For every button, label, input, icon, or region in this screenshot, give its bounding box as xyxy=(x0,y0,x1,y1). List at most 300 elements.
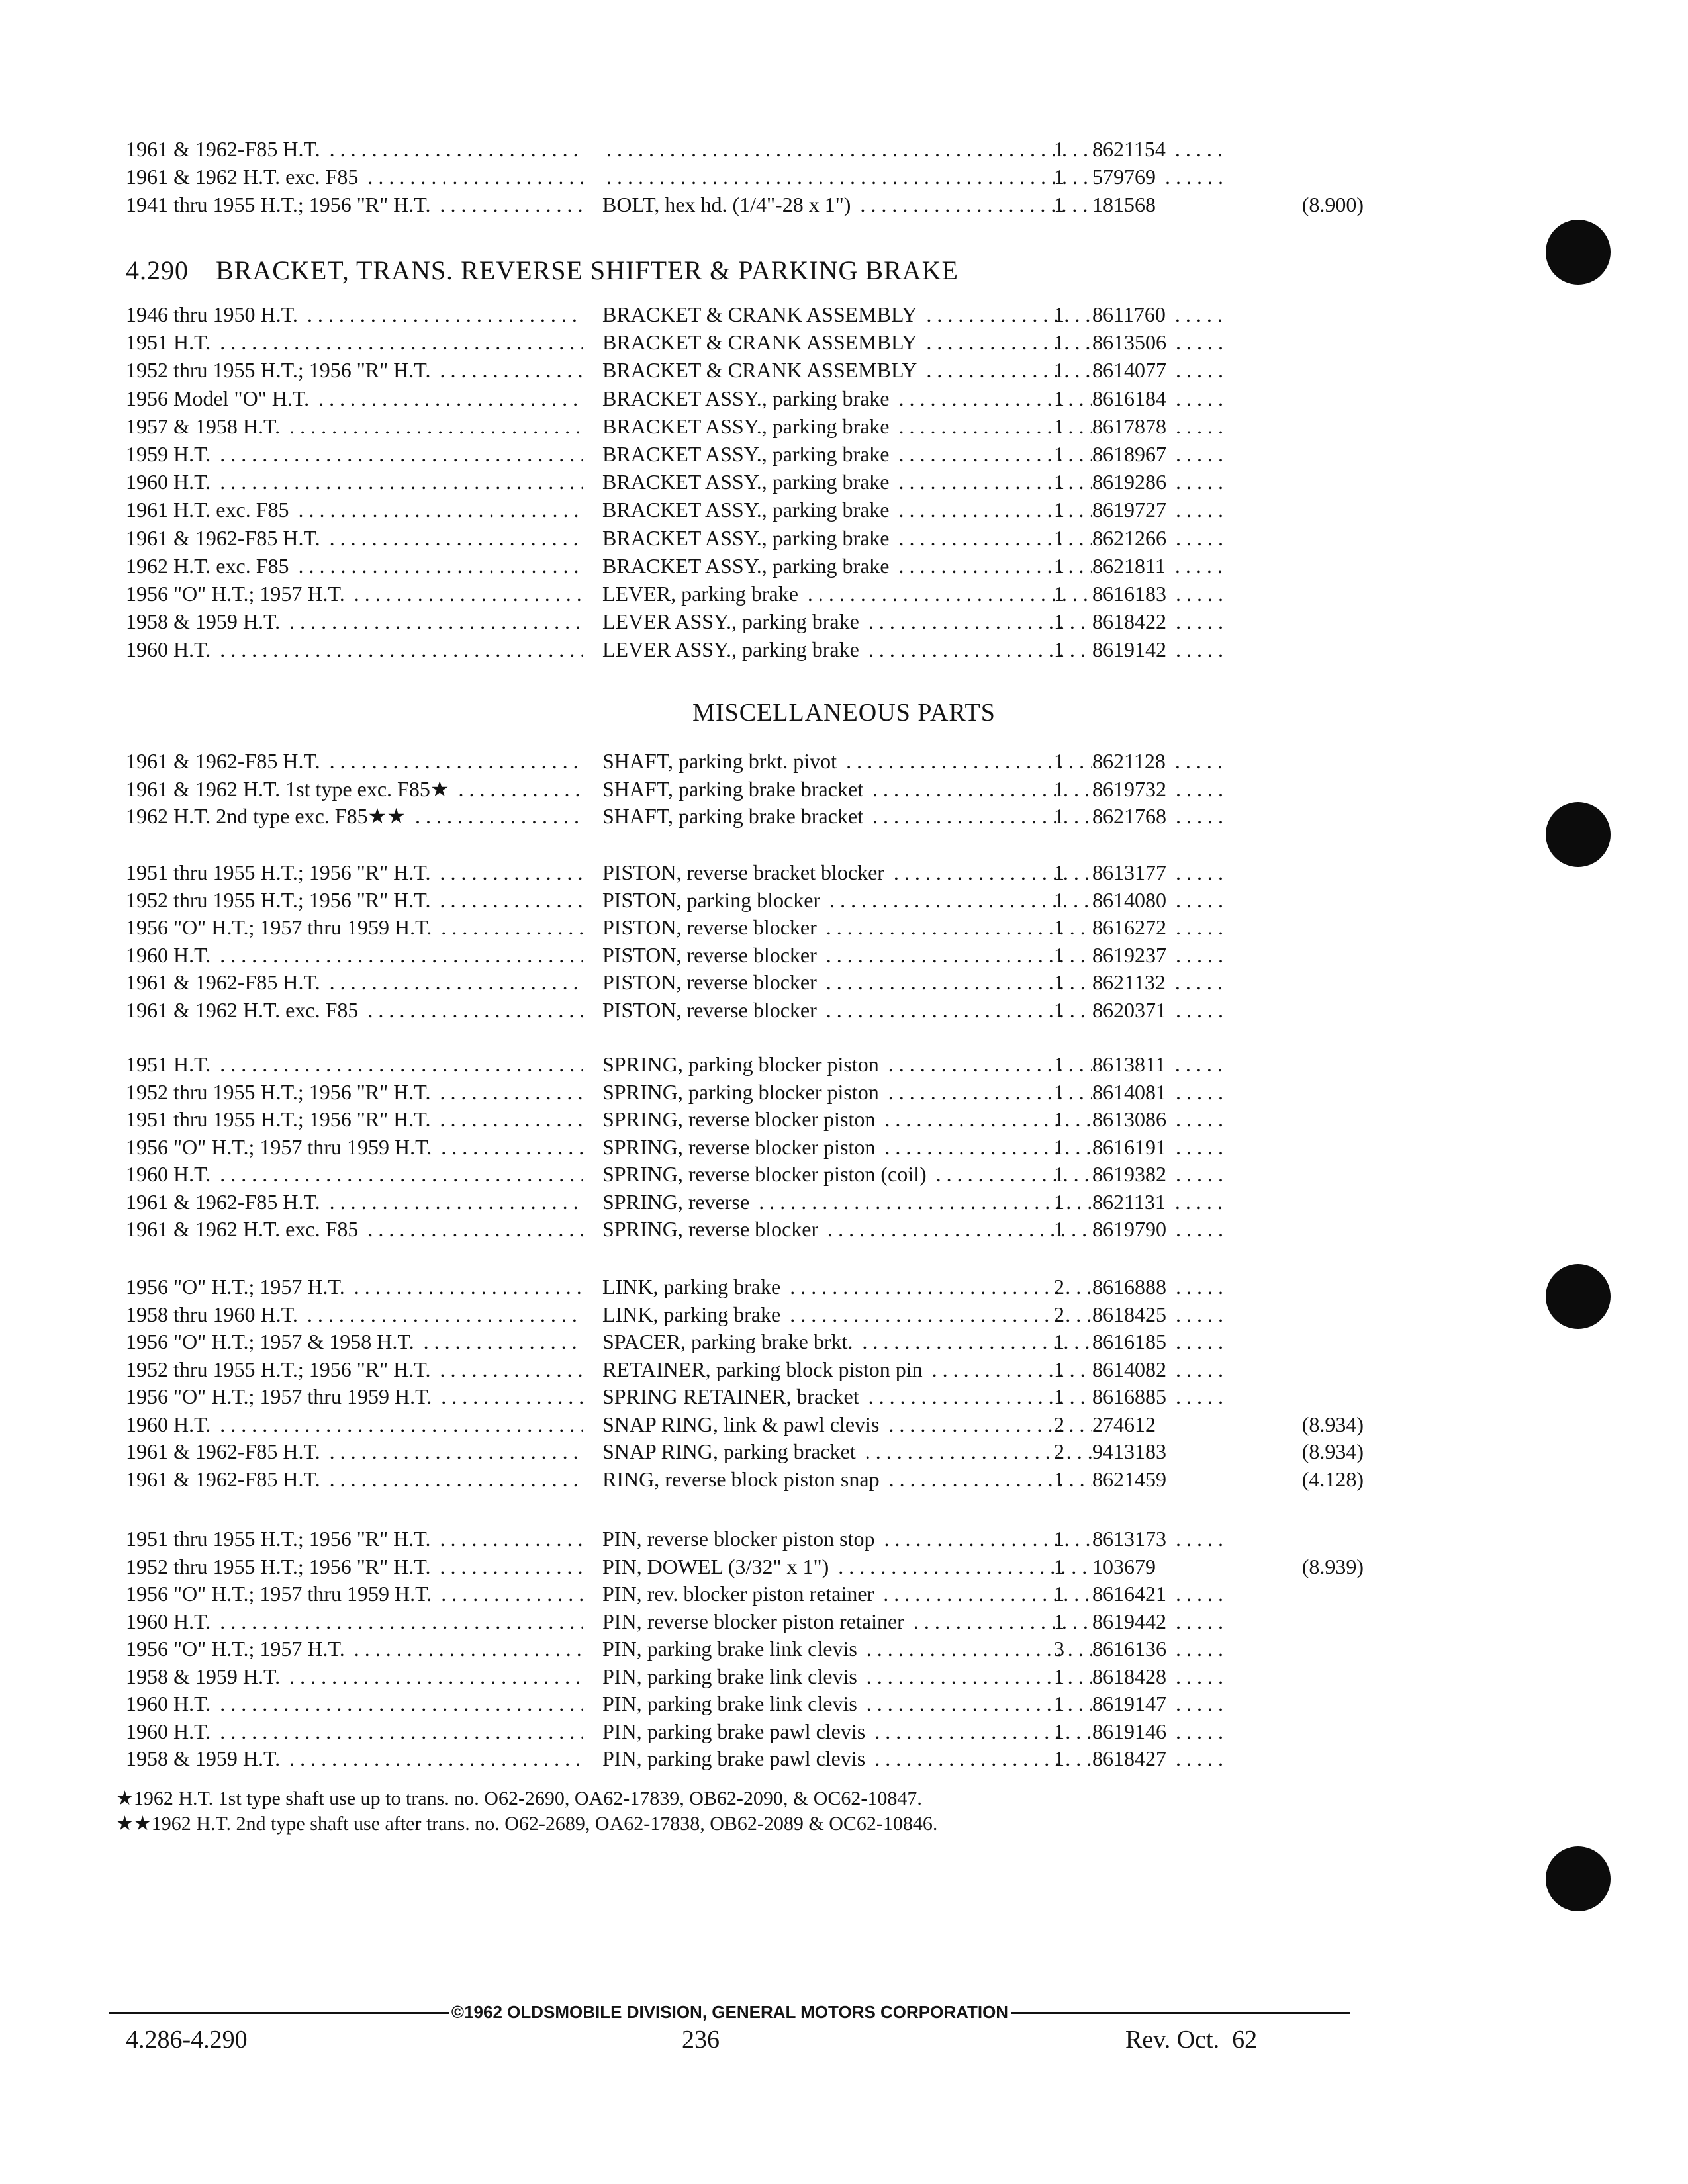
part-row xyxy=(126,1745,1357,1772)
quantity-cell-text: 1 xyxy=(1054,998,1064,1022)
part-number-cell xyxy=(1092,580,1225,607)
description-cell-text: PIN, reverse blocker piston stop xyxy=(602,1527,878,1551)
application-cell xyxy=(126,942,583,968)
part-number-cell xyxy=(1092,1356,1225,1383)
quantity-cell-text: 1 xyxy=(1054,1719,1064,1743)
part-number-cell xyxy=(1092,1189,1225,1215)
section-heading xyxy=(126,255,959,286)
quantity-cell-text: 1 xyxy=(1054,1664,1064,1688)
part-row xyxy=(126,525,1357,551)
quantity-cell-text: 1 xyxy=(1054,637,1064,661)
reference-cell-text: (8.939) xyxy=(1301,1555,1364,1578)
part-number-cell xyxy=(1092,357,1225,383)
part-number-cell-text: 8616421 xyxy=(1092,1582,1170,1606)
quantity-cell-text: 1 xyxy=(1054,1582,1064,1606)
part-row xyxy=(126,969,1357,995)
quantity-cell xyxy=(1039,191,1079,218)
quantity-cell-text: 1 xyxy=(1054,915,1064,939)
part-row xyxy=(126,385,1357,412)
part-number-cell-text: 8619286 xyxy=(1092,470,1170,494)
quantity-cell xyxy=(1039,608,1079,635)
description-cell-text: BRACKET ASSY., parking brake xyxy=(602,442,894,466)
application-cell-text: 1951 thru 1955 H.T.; 1956 "R" H.T. xyxy=(126,1527,434,1551)
description-cell-text: LEVER ASSY., parking brake xyxy=(602,610,863,633)
application-cell xyxy=(126,191,583,218)
quantity-cell xyxy=(1039,969,1079,995)
part-number-cell-text: 8618428 xyxy=(1092,1664,1170,1688)
part-number-cell-text: 8621768 xyxy=(1092,804,1170,828)
part-number-cell-text: 8613173 xyxy=(1092,1527,1170,1551)
quantity-cell-text: 1 xyxy=(1054,1692,1064,1715)
part-number-cell xyxy=(1092,441,1225,467)
part-number-cell xyxy=(1092,1690,1225,1717)
quantity-cell-text: 1 xyxy=(1054,442,1064,466)
application-cell-text: 1962 H.T. exc. F85 xyxy=(126,554,293,578)
application-cell-text: 1960 H.T. xyxy=(126,943,214,967)
application-cell-text: 1952 thru 1955 H.T.; 1956 "R" H.T. xyxy=(126,1080,434,1104)
quantity-cell-text: 2 xyxy=(1054,1439,1064,1463)
part-number-cell-text: 8616191 xyxy=(1092,1135,1170,1159)
part-row xyxy=(126,496,1357,523)
application-cell xyxy=(126,1383,583,1410)
quantity-cell xyxy=(1039,1106,1079,1132)
application-cell-text: 1960 H.T. xyxy=(126,1412,214,1436)
application-cell xyxy=(126,1216,583,1242)
part-number-cell xyxy=(1092,553,1225,579)
application-cell xyxy=(126,803,583,829)
part-row xyxy=(126,301,1357,328)
section-title: BRACKET, TRANS. REVERSE SHIFTER & PARKING BRAKE xyxy=(216,255,959,285)
part-row xyxy=(126,1663,1357,1690)
application-cell-text: 1956 "O" H.T.; 1957 & 1958 H.T. xyxy=(126,1330,418,1353)
application-cell-text: 1960 H.T. xyxy=(126,470,214,494)
quantity-cell xyxy=(1039,1438,1079,1465)
part-number-cell xyxy=(1092,1438,1225,1465)
part-row xyxy=(126,776,1357,802)
part-number-cell-text: 8613086 xyxy=(1092,1107,1170,1131)
quantity-cell xyxy=(1039,301,1079,328)
part-number-cell xyxy=(1092,748,1225,774)
part-number-cell xyxy=(1092,776,1225,802)
quantity-cell-text: 1 xyxy=(1054,610,1064,633)
part-number-cell-text: 8619142 xyxy=(1092,637,1170,661)
application-cell xyxy=(126,1106,583,1132)
part-row xyxy=(126,1134,1357,1160)
application-cell-text: 1956 Model "O" H.T. xyxy=(126,387,313,410)
quantity-cell xyxy=(1039,385,1079,412)
application-cell xyxy=(126,636,583,662)
quantity-cell xyxy=(1039,1161,1079,1187)
part-number-cell-text: 8616272 xyxy=(1092,915,1170,939)
part-row xyxy=(126,191,1364,218)
description-cell-text: SPRING, reverse blocker piston xyxy=(602,1107,879,1131)
part-number-cell-text: 8618967 xyxy=(1092,442,1170,466)
application-cell xyxy=(126,1134,583,1160)
part-number-cell xyxy=(1092,1216,1225,1242)
quantity-cell xyxy=(1039,914,1079,940)
quantity-cell xyxy=(1039,1273,1079,1300)
application-cell-text: 1952 thru 1955 H.T.; 1956 "R" H.T. xyxy=(126,358,434,382)
application-cell-text: 1956 "O" H.T.; 1957 thru 1959 H.T. xyxy=(126,915,436,939)
quantity-cell-text: 2 xyxy=(1054,1302,1064,1326)
description-cell-text: PIN, reverse blocker piston retainer xyxy=(602,1610,908,1633)
quantity-cell xyxy=(1039,1745,1079,1772)
part-number-cell-text: 181568 xyxy=(1092,193,1160,216)
quantity-cell xyxy=(1039,1079,1079,1105)
quantity-cell-text: 1 xyxy=(1054,1357,1064,1381)
part-row xyxy=(126,1216,1357,1242)
description-cell-text: PIN, parking brake link clevis xyxy=(602,1664,861,1688)
part-number-cell xyxy=(1092,1635,1225,1662)
application-cell xyxy=(126,441,583,467)
description-cell-text: BRACKET & CRANK ASSEMBLY xyxy=(602,330,921,354)
part-number-cell-text: 8619382 xyxy=(1092,1162,1170,1186)
part-number-cell xyxy=(1092,1273,1225,1300)
description-cell-text: PISTON, reverse bracket blocker xyxy=(602,860,888,884)
quantity-cell-text: 1 xyxy=(1054,137,1064,161)
application-cell-text: 1951 H.T. xyxy=(126,1052,214,1076)
quantity-cell xyxy=(1039,496,1079,523)
quantity-cell-text: 1 xyxy=(1054,526,1064,550)
quantity-cell xyxy=(1039,1051,1079,1077)
quantity-cell xyxy=(1039,1553,1079,1580)
quantity-cell xyxy=(1039,859,1079,886)
punch-hole-3 xyxy=(1546,1264,1611,1329)
part-number-cell-text: 8620371 xyxy=(1092,998,1170,1022)
application-cell xyxy=(126,748,583,774)
part-number-cell xyxy=(1092,1663,1225,1690)
application-cell xyxy=(126,136,583,162)
application-cell-text: 1958 & 1959 H.T. xyxy=(126,1664,284,1688)
quantity-cell-text: 1 xyxy=(1054,387,1064,410)
quantity-cell xyxy=(1039,1328,1079,1355)
part-row xyxy=(126,1608,1357,1635)
part-number-cell-text: 8619790 xyxy=(1092,1217,1170,1241)
part-row xyxy=(126,1106,1357,1132)
application-cell-text: 1961 & 1962 H.T. 1st type exc. F85★ xyxy=(126,777,453,801)
page-number: 236 xyxy=(682,2026,720,2054)
quantity-cell xyxy=(1039,1383,1079,1410)
quantity-cell-text: 1 xyxy=(1054,302,1064,326)
description-cell-text: PIN, parking brake link clevis xyxy=(602,1692,861,1715)
application-cell-text: 1952 thru 1955 H.T.; 1956 "R" H.T. xyxy=(126,1555,434,1578)
application-cell xyxy=(126,580,583,607)
application-cell xyxy=(126,1273,583,1300)
quantity-cell-text: 2 xyxy=(1054,1275,1064,1298)
description-cell-text: RETAINER, parking block piston pin xyxy=(602,1357,927,1381)
quantity-cell-text: 1 xyxy=(1054,1330,1064,1353)
description-cell-text: RING, reverse block piston snap xyxy=(602,1467,884,1491)
part-row xyxy=(126,1438,1364,1465)
application-cell-text: 1956 "O" H.T.; 1957 H.T. xyxy=(126,1275,349,1298)
application-cell xyxy=(126,997,583,1023)
part-row xyxy=(126,1273,1357,1300)
quantity-cell-text: 1 xyxy=(1054,970,1064,994)
part-number-cell-text: 8618422 xyxy=(1092,610,1170,633)
quantity-cell-text: 1 xyxy=(1054,330,1064,354)
quantity-cell-text: 1 xyxy=(1054,888,1064,912)
application-cell xyxy=(126,1635,583,1662)
quantity-cell-text: 1 xyxy=(1054,554,1064,578)
part-number-cell-text: 8616184 xyxy=(1092,387,1170,410)
application-cell xyxy=(126,553,583,579)
part-number-cell xyxy=(1092,136,1225,162)
quantity-cell-text: 1 xyxy=(1054,1080,1064,1104)
application-cell-text: 1961 & 1962-F85 H.T. xyxy=(126,526,324,550)
part-number-cell xyxy=(1092,636,1225,662)
part-number-cell-text: 8618425 xyxy=(1092,1302,1170,1326)
description-cell-text: PISTON, reverse blocker xyxy=(602,998,821,1022)
quantity-cell xyxy=(1039,997,1079,1023)
reference-cell xyxy=(1238,1466,1364,1492)
footnote-2: ★★1962 H.T. 2nd type shaft use after trans. no. O62-2689, OA62-17838, OB62-2089 & OC62-10846. xyxy=(116,1813,938,1835)
part-number-cell xyxy=(1092,803,1225,829)
application-cell-text: 1961 & 1962-F85 H.T. xyxy=(126,1190,324,1214)
part-row xyxy=(126,997,1357,1023)
description-cell-text: BRACKET ASSY., parking brake xyxy=(602,414,894,438)
quantity-cell-text: 1 xyxy=(1054,1385,1064,1408)
description-cell-text: SPRING, parking blocker piston xyxy=(602,1052,883,1076)
application-cell-text: 1961 & 1962 H.T. exc. F85 xyxy=(126,165,362,189)
quantity-cell-text: 1 xyxy=(1054,1052,1064,1076)
application-cell-text: 1961 & 1962 H.T. exc. F85 xyxy=(126,1217,362,1241)
application-cell-text: 1961 & 1962 H.T. exc. F85 xyxy=(126,998,362,1022)
part-row xyxy=(126,1301,1357,1328)
part-number-cell xyxy=(1092,1411,1225,1437)
quantity-cell xyxy=(1039,1663,1079,1690)
application-cell-text: 1958 & 1959 H.T. xyxy=(126,1747,284,1770)
part-row xyxy=(126,914,1357,940)
part-number-cell xyxy=(1092,1106,1225,1132)
quantity-cell xyxy=(1039,776,1079,802)
part-number-cell xyxy=(1092,1383,1225,1410)
part-number-cell-text: 8614082 xyxy=(1092,1357,1170,1381)
part-row xyxy=(126,1635,1357,1662)
part-row xyxy=(126,553,1357,579)
application-cell xyxy=(126,776,583,802)
description-cell-text: SPACER, parking brake brkt. xyxy=(602,1330,857,1353)
part-number-cell xyxy=(1092,1328,1225,1355)
quantity-cell xyxy=(1039,441,1079,467)
application-cell xyxy=(126,301,583,328)
quantity-cell-text: 1 xyxy=(1054,1190,1064,1214)
footer-copyright-line xyxy=(109,2003,1350,2021)
description-cell-text: BRACKET ASSY., parking brake xyxy=(602,526,894,550)
part-row xyxy=(126,329,1357,355)
description-cell-text xyxy=(602,137,606,161)
application-cell-text: 1957 & 1958 H.T. xyxy=(126,414,284,438)
part-number-cell-text: 274612 xyxy=(1092,1412,1160,1436)
part-number-cell-text: 8617878 xyxy=(1092,414,1170,438)
part-number-cell xyxy=(1092,914,1225,940)
application-cell xyxy=(126,969,583,995)
quantity-cell xyxy=(1039,553,1079,579)
description-cell-text: SPRING, reverse xyxy=(602,1190,753,1214)
description-cell-text: BRACKET ASSY., parking brake xyxy=(602,554,894,578)
description-cell-text: BOLT, hex hd. (1/4"-28 x 1") xyxy=(602,193,855,216)
part-number-cell-text: 8621128 xyxy=(1092,749,1170,773)
part-row xyxy=(126,1161,1357,1187)
part-number-cell xyxy=(1092,1608,1225,1635)
application-cell-text: 1961 & 1962-F85 H.T. xyxy=(126,970,324,994)
description-cell-text: LEVER ASSY., parking brake xyxy=(602,637,863,661)
part-number-cell-text: 103679 xyxy=(1092,1555,1160,1578)
part-row xyxy=(126,859,1357,886)
reference-cell-text: (8.900) xyxy=(1301,193,1364,216)
part-number-cell-text: 8611760 xyxy=(1092,302,1170,326)
part-number-cell-text: 579769 xyxy=(1092,165,1160,189)
description-cell-text: PIN, parking brake link clevis xyxy=(602,1637,861,1661)
part-number-cell xyxy=(1092,942,1225,968)
part-row xyxy=(126,163,1357,190)
quantity-cell xyxy=(1039,1356,1079,1383)
quantity-cell xyxy=(1039,1718,1079,1745)
reference-cell xyxy=(1238,1411,1364,1437)
description-cell-text: PISTON, reverse blocker xyxy=(602,943,821,967)
reference-cell xyxy=(1238,191,1364,218)
description-cell-text: LEVER, parking brake xyxy=(602,582,802,606)
application-cell-text: 1956 "O" H.T.; 1957 H.T. xyxy=(126,1637,349,1661)
description-cell-text xyxy=(602,165,606,189)
quantity-cell-text: 1 xyxy=(1054,1747,1064,1770)
quantity-cell xyxy=(1039,413,1079,439)
application-cell-text: 1962 H.T. 2nd type exc. F85★★ xyxy=(126,804,410,828)
application-cell-text: 1960 H.T. xyxy=(126,1719,214,1743)
part-number-cell xyxy=(1092,969,1225,995)
application-cell xyxy=(126,859,583,886)
part-number-cell-text: 8616888 xyxy=(1092,1275,1170,1298)
description-cell-text: BRACKET ASSY., parking brake xyxy=(602,387,894,410)
part-number-cell-text: 8619237 xyxy=(1092,943,1170,967)
application-cell-text: 1961 & 1962-F85 H.T. xyxy=(126,137,324,161)
application-cell xyxy=(126,1525,583,1552)
application-cell xyxy=(126,1663,583,1690)
application-cell-text: 1961 H.T. exc. F85 xyxy=(126,498,293,522)
application-cell-text: 1951 H.T. xyxy=(126,330,214,354)
quantity-cell xyxy=(1039,136,1079,162)
description-cell-text: LINK, parking brake xyxy=(602,1302,784,1326)
part-number-cell xyxy=(1092,1161,1225,1187)
quantity-cell-text: 1 xyxy=(1054,804,1064,828)
part-row xyxy=(126,580,1357,607)
quantity-cell-text: 1 xyxy=(1054,860,1064,884)
quantity-cell xyxy=(1039,636,1079,662)
part-row xyxy=(126,1051,1357,1077)
description-cell-text: SHAFT, parking brake bracket xyxy=(602,804,867,828)
application-cell-text: 1946 thru 1950 H.T. xyxy=(126,302,302,326)
application-cell xyxy=(126,1690,583,1717)
quantity-cell-text: 1 xyxy=(1054,1610,1064,1633)
application-cell xyxy=(126,357,583,383)
application-cell xyxy=(126,329,583,355)
application-cell-text: 1956 "O" H.T.; 1957 thru 1959 H.T. xyxy=(126,1385,436,1408)
description-cell-text: BRACKET ASSY., parking brake xyxy=(602,470,894,494)
part-number-cell-text: 9413183 xyxy=(1092,1439,1170,1463)
quantity-cell xyxy=(1039,1608,1079,1635)
description-cell-text: SNAP RING, parking bracket xyxy=(602,1439,860,1463)
quantity-cell-text: 1 xyxy=(1054,582,1064,606)
part-row xyxy=(126,1466,1364,1492)
application-cell xyxy=(126,914,583,940)
description-cell-text: BRACKET & CRANK ASSEMBLY xyxy=(602,302,921,326)
application-cell-text: 1960 H.T. xyxy=(126,1610,214,1633)
part-number-cell xyxy=(1092,1134,1225,1160)
part-row xyxy=(126,413,1357,439)
quantity-cell-text: 1 xyxy=(1054,1217,1064,1241)
description-cell-text: BRACKET ASSY., parking brake xyxy=(602,498,894,522)
application-cell xyxy=(126,887,583,913)
application-cell xyxy=(126,525,583,551)
part-number-cell xyxy=(1092,496,1225,523)
part-number-cell-text: 8621154 xyxy=(1092,137,1170,161)
part-number-cell-text: 8616185 xyxy=(1092,1330,1170,1353)
part-number-cell xyxy=(1092,301,1225,328)
quantity-cell xyxy=(1039,1635,1079,1662)
quantity-cell xyxy=(1039,580,1079,607)
quantity-cell xyxy=(1039,163,1079,190)
quantity-cell-text: 1 xyxy=(1054,470,1064,494)
application-cell-text: 1956 "O" H.T.; 1957 thru 1959 H.T. xyxy=(126,1582,436,1606)
quantity-cell xyxy=(1039,1690,1079,1717)
part-row xyxy=(126,1411,1364,1437)
part-row xyxy=(126,1356,1357,1383)
description-cell-text: PIN, parking brake pawl clevis xyxy=(602,1719,869,1743)
part-number-cell-text: 8614077 xyxy=(1092,358,1170,382)
part-number-cell-text: 8614081 xyxy=(1092,1080,1170,1104)
application-cell xyxy=(126,1189,583,1215)
part-number-cell xyxy=(1092,1301,1225,1328)
quantity-cell-text: 1 xyxy=(1054,1135,1064,1159)
part-row xyxy=(126,887,1357,913)
part-number-cell xyxy=(1092,191,1225,218)
quantity-cell-text: 3 xyxy=(1054,1637,1064,1661)
application-cell-text: 1961 & 1962-F85 H.T. xyxy=(126,1467,324,1491)
punch-hole-2 xyxy=(1546,802,1611,867)
quantity-cell-text: 1 xyxy=(1054,414,1064,438)
part-row xyxy=(126,803,1357,829)
reference-cell-text: (4.128) xyxy=(1301,1467,1364,1491)
quantity-cell-text: 1 xyxy=(1054,749,1064,773)
quantity-cell-text: 1 xyxy=(1054,1527,1064,1551)
description-cell-text: SPRING RETAINER, bracket xyxy=(602,1385,863,1408)
reference-cell xyxy=(1238,1438,1364,1465)
application-cell xyxy=(126,1745,583,1772)
section-range: 4.286-4.290 xyxy=(126,2026,248,2054)
application-cell xyxy=(126,413,583,439)
part-number-cell-text: 8619732 xyxy=(1092,777,1170,801)
application-cell xyxy=(126,496,583,523)
part-number-cell-text: 8621131 xyxy=(1092,1190,1170,1214)
part-row xyxy=(126,1553,1364,1580)
part-number-cell-text: 8618427 xyxy=(1092,1747,1170,1770)
part-number-cell xyxy=(1092,1745,1225,1772)
part-number-cell xyxy=(1092,997,1225,1023)
part-number-cell xyxy=(1092,1525,1225,1552)
quantity-cell-text: 1 xyxy=(1054,943,1064,967)
application-cell xyxy=(126,1161,583,1187)
application-cell-text: 1960 H.T. xyxy=(126,637,214,661)
part-number-cell-text: 8621266 xyxy=(1092,526,1170,550)
part-row xyxy=(126,636,1357,662)
part-number-cell xyxy=(1092,163,1225,190)
quantity-cell-text: 1 xyxy=(1054,1467,1064,1491)
description-cell-text: PISTON, reverse blocker xyxy=(602,915,821,939)
description-cell-text: SPRING, reverse blocker piston (coil) xyxy=(602,1162,931,1186)
part-number-cell xyxy=(1092,1079,1225,1105)
quantity-cell xyxy=(1039,1189,1079,1215)
part-row xyxy=(126,1580,1357,1607)
application-cell-text: 1960 H.T. xyxy=(126,1692,214,1715)
